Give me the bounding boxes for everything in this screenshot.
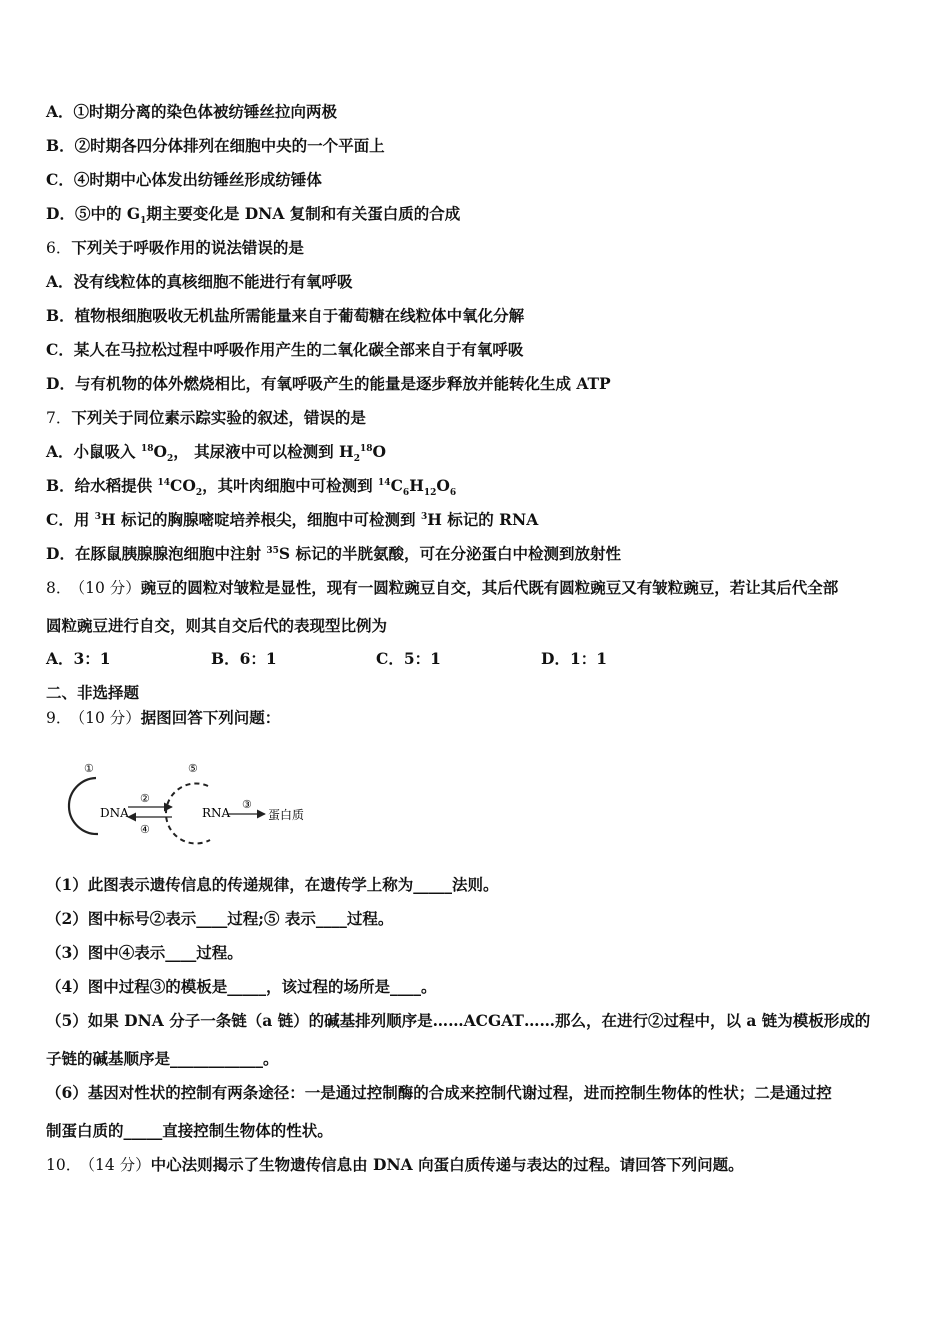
q9-part-5-line1: （5）如果 DNA 分子一条链（a 链）的碱基排列顺序是……ACGAT……那么，在进行②过程中，以 a 链为模板形成的 <box>46 1011 871 1030</box>
q10-score: （14 分） <box>87 1156 151 1174</box>
q8-stem-line1: 8． （10 分）豌豆的圆粒对皱粒是显性，现有一圆粒豌豆自交，其后代既有圆粒豌豆又有皱粒豌豆，若让其后代全部 <box>46 578 839 597</box>
q7-option-c: C．用 $^3$H 标记的胸腺嘧啶培养根尖，细胞中可检测到 $^3$H 标记的 RNA <box>46 510 539 529</box>
q9-part-2: （2）图中标号②表示____过程;⑤ 表示____过程。 <box>46 909 394 928</box>
q6-option-d: D．与有机物的体外燃烧相比，有氧呼吸产生的能量是逐步释放并能转化生成 ATP <box>46 374 611 393</box>
q8-option-a: A．3：1 <box>46 649 111 668</box>
label-rna: RNA <box>202 806 231 820</box>
q6-option-c: C．某人在马拉松过程中呼吸作用产生的二氧化碳全部来自于有氧呼吸 <box>46 340 524 359</box>
q8-option-d: D．1：1 <box>541 649 608 668</box>
q5-option-a: A．①时期分离的染色体被纺锤丝拉向两极 <box>46 102 338 121</box>
q7-number: 7． <box>46 409 72 427</box>
q7-option-b: B．给水稻提供 $^{14}CO_2$，其叶肉细胞中可检测到 $^{14}C_6H_{12}O_6$ <box>46 476 457 499</box>
q9-part-5-line2: 子链的碱基顺序是____________。 <box>46 1049 279 1068</box>
label-5: ⑤ <box>188 762 198 775</box>
q8-option-c: C．5：1 <box>376 649 441 668</box>
label-3: ③ <box>242 798 252 811</box>
q10-stem: 10． （14 分）中心法则揭示了生物遗传信息由 DNA 向蛋白质传递与表达的过程。请回答下列问题。 <box>46 1155 744 1174</box>
q9-part-6-line1: （6）基因对性状的控制有两条途径：一是通过控制酶的合成来控制代谢过程，进而控制生物体的性状；二是通过控 <box>46 1083 832 1102</box>
q6-option-a: A．没有线粒体的真核细胞不能进行有氧呼吸 <box>46 272 353 291</box>
q10-number: 10． <box>46 1156 82 1174</box>
q7-stem: 7．下列关于同位素示踪实验的叙述，错误的是 <box>46 408 366 427</box>
replication-arc <box>69 778 98 834</box>
q8-number: 8． <box>46 579 72 597</box>
label-1: ① <box>84 762 94 775</box>
q6-number: 6． <box>46 239 72 257</box>
section-heading: 二、非选择题 <box>46 683 140 702</box>
q7-option-a: A．小鼠吸入 $^{18}O_2$， 其尿液中可以检测到 $H_2^{18}O$ <box>46 442 387 465</box>
q5-option-d: D．⑤中的 $G_1$期主要变化是 DNA 复制和有关蛋白质的合成 <box>46 204 461 227</box>
q9-part-4: （4）图中过程③的模板是_____，该过程的场所是____。 <box>46 977 437 996</box>
q5-option-b: B．②时期各四分体排列在细胞中央的一个平面上 <box>46 136 385 155</box>
central-dogma-diagram <box>60 760 320 850</box>
q8-option-b: B．6：1 <box>211 649 277 668</box>
q9-score: （10 分） <box>77 709 141 727</box>
q9-number: 9． <box>46 709 72 727</box>
q9-part-1: （1）此图表示遗传信息的传递规律，在遗传学上称为_____法则。 <box>46 875 499 894</box>
label-dna: DNA <box>100 806 129 820</box>
q8-score: （10 分） <box>77 579 141 597</box>
q5-option-c: C．④时期中心体发出纺锤丝形成纺锤体 <box>46 170 322 189</box>
q7-option-d: D．在豚鼠胰腺腺泡细胞中注射 $^{35}$S 标记的半胱氨酸，可在分泌蛋白中检测到放射性 <box>46 544 621 563</box>
q8-stem-line2: 圆粒豌豆进行自交，则其自交后代的表现型比例为 <box>46 616 388 635</box>
q6-stem: 6．下列关于呼吸作用的说法错误的是 <box>46 238 304 257</box>
q9-part-6-line2: 制蛋白质的_____直接控制生物体的性状。 <box>46 1121 333 1140</box>
q9-stem: 9． （10 分）据图回答下列问题： <box>46 708 281 727</box>
label-2: ② <box>140 792 150 805</box>
q9-part-3: （3）图中④表示____过程。 <box>46 943 243 962</box>
label-protein: 蛋白质 <box>268 808 305 822</box>
label-4: ④ <box>140 823 150 836</box>
q6-option-b: B．植物根细胞吸收无机盐所需能量来自于葡萄糖在线粒体中氧化分解 <box>46 306 525 325</box>
